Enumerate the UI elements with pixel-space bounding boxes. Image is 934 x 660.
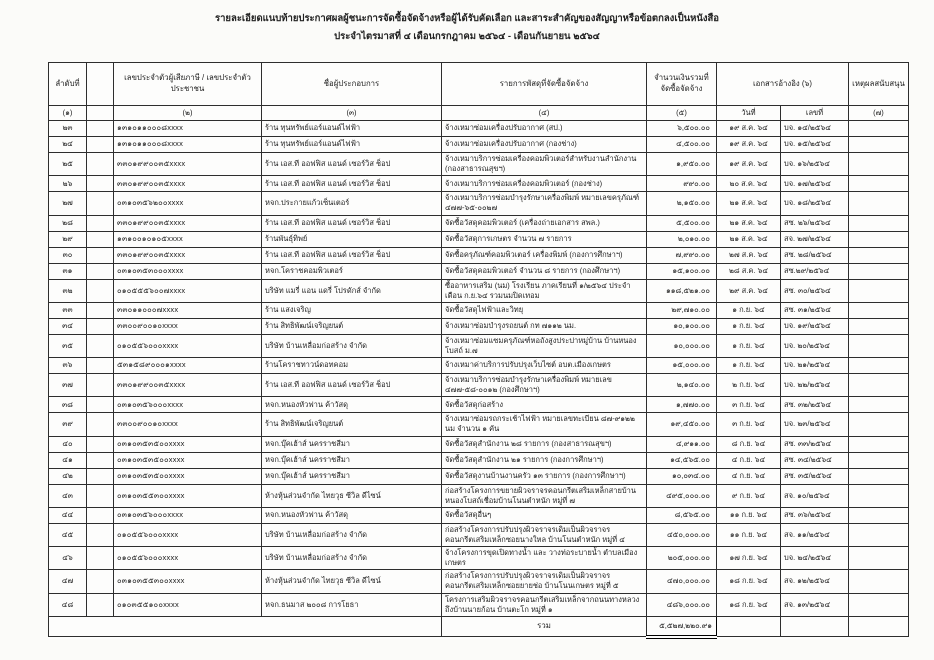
row-amount: ๒๙,๗๑๐.๐๐ xyxy=(647,302,717,318)
row-taxid: ๐๑๐๕๕๕๖๐๐๗xxxx xyxy=(114,279,262,302)
row-ref-date: ๑ ก.ย. ๖๔ xyxy=(717,318,781,334)
row-amount: ๑,๙๕๐.๐๐ xyxy=(647,153,717,176)
row-ref-date: ๑๙ ส.ค. ๖๔ xyxy=(717,137,781,153)
row-blank xyxy=(87,121,114,137)
row-ref-date: ๑๗ ก.ย. ๖๔ xyxy=(717,547,781,570)
row-ref-date: ๒๘ ส.ค. ๖๔ xyxy=(717,263,781,279)
row-taxid: ๐๑๐๓๕๕๑๐๐xxxx xyxy=(114,593,262,616)
row-item: ซื้ออาหารเสริม (นม) โรงเรียน ภาคเรียนที่ ๑/๒๕๖๔ ประจำเดือน ก.ย.๖๔ รวมนมปิดเทอม xyxy=(442,279,647,302)
row-ref-date: ๑๑ ก.ย. ๖๔ xyxy=(717,507,781,523)
row-reason xyxy=(849,334,909,357)
row-blank xyxy=(87,397,114,413)
row-amount: ๒,๐๑๐.๐๐ xyxy=(647,231,717,247)
header-reason: เหตุผลสนับสนุน xyxy=(849,63,909,106)
row-vendor: ร้าน ทุนทรัพย์แอร์แอนด์ไฟฟ้า xyxy=(262,121,442,137)
row-ref-no: บจ. ๒๒/๒๕๖๔ xyxy=(781,374,849,397)
row-no: ๔๗ xyxy=(49,570,87,593)
row-blank xyxy=(87,523,114,546)
row-reason xyxy=(849,121,909,137)
row-vendor: บริษัท บ้านเหลื่อมก่อสร้าง จำกัด xyxy=(262,523,442,546)
row-taxid: ๐๑๐๕๕๖๐๐๐xxxx xyxy=(114,523,262,546)
row-no: ๓๕ xyxy=(49,334,87,357)
header-amount-num: (๕) xyxy=(647,106,717,121)
row-item: จ้างเหมาซ่อมแซมครุภัณฑ์หอถังสูงประปาหมู่บ้าน บ้านหนองโบสถ์ ม.๗ xyxy=(442,334,647,357)
row-blank xyxy=(87,263,114,279)
row-reason xyxy=(849,318,909,334)
row-blank xyxy=(87,153,114,176)
table-row xyxy=(49,436,909,452)
header-item: รายการพัสดุที่จัดซื้อจัดจ้าง xyxy=(442,63,647,106)
row-amount: ๙๙๐.๐๐ xyxy=(647,176,717,192)
row-no: ๓๒ xyxy=(49,279,87,302)
row-no: ๒๙ xyxy=(49,231,87,247)
row-reason xyxy=(849,137,909,153)
header-taxid-num: (๒) xyxy=(114,106,262,121)
row-taxid: ๑๓๑๐๐๑๐๑๐๕xxxx xyxy=(114,231,262,247)
row-item: ก่อสร้างโครงการขยายผิวจราจรคอนกรีตเสริมเหล็กสายบ้านหนองโบสถ์เชื่อมบ้านโนนตำหนัก หมู่ที่ ๗ xyxy=(442,484,647,507)
row-ref-no: สจ. ๑๒/๒๕๖๔ xyxy=(781,570,849,593)
row-vendor: หจก.หนองหัวฟาน ค้าวัสดุ xyxy=(262,507,442,523)
row-vendor: หจก.ธนมาส ๒๐๐๘ การโยธา xyxy=(262,593,442,616)
row-vendor: ร้าน เอส.ที ออฟฟิส แอนด์ เซอร์วิส ช็อป xyxy=(262,374,442,397)
row-no: ๔๒ xyxy=(49,468,87,484)
row-blank xyxy=(87,192,114,215)
row-amount: ๔๗๐,๐๐๐.๐๐ xyxy=(647,570,717,593)
header-no-num: (๑) xyxy=(49,106,87,121)
row-no: ๒๖ xyxy=(49,176,87,192)
row-amount: ๖,๕๐๐.๐๐ xyxy=(647,121,717,137)
table-row xyxy=(49,593,909,616)
row-vendor: หจก.ประกายแก้วเซ็นเตอร์ xyxy=(262,192,442,215)
header-taxid: เลขประจำตัวผู้เสียภาษี / เลขประจำตัวประชาชน xyxy=(114,63,262,106)
row-ref-no: บจ. ๒๔/๒๕๖๔ xyxy=(781,547,849,570)
row-item: จัดซื้อวัสดุคอมพิวเตอร์ จำนวน ๘ รายการ (กองศึกษาฯ) xyxy=(442,263,647,279)
row-no: ๒๗ xyxy=(49,192,87,215)
row-reason xyxy=(849,247,909,263)
row-reason xyxy=(849,452,909,468)
row-item: จัดซื้อวัสดุไฟฟ้าและวิทยุ xyxy=(442,302,647,318)
row-reason xyxy=(849,507,909,523)
row-reason xyxy=(849,570,909,593)
row-amount: ๑,๗๗๐.๐๐ xyxy=(647,397,717,413)
row-ref-date: ๔ ก.ย. ๖๔ xyxy=(717,468,781,484)
table-row xyxy=(49,247,909,263)
row-blank xyxy=(87,593,114,616)
row-no: ๒๘ xyxy=(49,215,87,231)
table-row xyxy=(49,279,909,302)
row-amount: ๔๙๕,๐๐๐.๐๐ xyxy=(647,484,717,507)
row-taxid: ๐๑๐๕๕๖๐๐๐xxxx xyxy=(114,547,262,570)
row-ref-date: ๓ ก.ย. ๖๔ xyxy=(717,413,781,436)
table-body xyxy=(49,121,909,617)
row-item: ก่อสร้างโครงการปรับปรุงผิวจราจรเดิมเป็นผิวจราจรคอนกรีตเสริมเหล็กซอยยายช่อ บ้านโนนเกษตร หมู่ที่ ๕ xyxy=(442,570,647,593)
row-amount: ๘,๕๖๕.๐๐ xyxy=(647,507,717,523)
row-taxid: ๐๓๑๐๓๕๓๕๐๐xxxx xyxy=(114,468,262,484)
row-no: ๓๐ xyxy=(49,247,87,263)
row-no: ๓๗ xyxy=(49,374,87,397)
row-ref-no: สซ. ๓๒/๒๕๖๔ xyxy=(781,397,849,413)
row-ref-no: สจ. ๑๓/๒๕๖๔ xyxy=(781,593,849,616)
table-row xyxy=(49,334,909,357)
row-amount: ๑๔,๕๖๕.๐๐ xyxy=(647,452,717,468)
row-ref-no: บจ. ๑๗/๒๕๖๔ xyxy=(781,176,849,192)
row-ref-no: สจ. ๑๑/๒๕๖๔ xyxy=(781,523,849,546)
row-taxid: ๐๑๐๕๕๖๐๐๐xxxx xyxy=(114,334,262,357)
procurement-table xyxy=(48,62,909,639)
header-no: ลำดับที่ xyxy=(49,63,87,106)
row-item: จัดซื้อวัสดุคอมพิวเตอร์ (เครื่องถ่ายเอกสาร สพล.) xyxy=(442,215,647,231)
row-amount: ๑๕,๑๐๐.๐๐ xyxy=(647,263,717,279)
row-amount: ๔,๕๐๐.๐๐ xyxy=(647,137,717,153)
table-row xyxy=(49,484,909,507)
row-taxid: ๐๓๑๐๓๕๕๓๐๐xxxx xyxy=(114,570,262,593)
table-row xyxy=(49,176,909,192)
row-blank xyxy=(87,137,114,153)
row-taxid: ๐๓๑๐๓๕๓๕๐๐xxxx xyxy=(114,436,262,452)
row-ref-no: สซ. ๓๕/๒๕๖๔ xyxy=(781,468,849,484)
row-vendor: บริษัท แมรี่ แอน แดรี่ โปรดักส์ จำกัด xyxy=(262,279,442,302)
row-ref-date: ๑๙ ส.ค. ๖๔ xyxy=(717,153,781,176)
row-amount: ๒๐๕,๐๐๐.๐๐ xyxy=(647,547,717,570)
row-no: ๓๑ xyxy=(49,263,87,279)
row-blank xyxy=(87,484,114,507)
row-ref-no: บจ. ๑๔/๒๕๖๔ xyxy=(781,121,849,137)
row-taxid: ๕๓๑๕๘๙๐๐๐๑xxxx xyxy=(114,358,262,374)
row-item: ก่อสร้างโครงการปรับปรุงผิวจราจรเดิมเป็นผิวจราจรคอนกรีตเสริมเหล็กซอยนางใหล บ้านโนนตำหนัก หมู่ที่ ๔ xyxy=(442,523,647,546)
table-row xyxy=(49,153,909,176)
table-row xyxy=(49,397,909,413)
header-vendor: ชื่อผู้ประกอบการ xyxy=(262,63,442,106)
row-vendor: ร้าน สิทธิพัฒน์เจริญยนต์ xyxy=(262,413,442,436)
row-vendor: ร้าน แสงเจริญ xyxy=(262,302,442,318)
row-blank xyxy=(87,358,114,374)
row-vendor: ร้านพันธุ์ทิพย์ xyxy=(262,231,442,247)
row-vendor: หจก.บุ๊คเฮ้าส์ นครราชสีมา xyxy=(262,436,442,452)
document-title-line2: ประจำไตรมาสที่ ๔ เดือนกรกฎาคม ๒๕๖๔ - เดือนกันยายน ๒๕๖๔ xyxy=(334,31,600,43)
row-no: ๔๕ xyxy=(49,523,87,546)
row-taxid: ๓๓๐๑๙๙๐๐๓๕xxxx xyxy=(114,215,262,231)
table-row xyxy=(49,523,909,546)
row-taxid: ๐๓๑๐๓๕๕๓๐๐xxxx xyxy=(114,484,262,507)
row-amount: ๒,๑๔๐.๐๐ xyxy=(647,374,717,397)
row-ref-no: สซ. ๒๖/๒๕๖๔ xyxy=(781,215,849,231)
row-item: จ้างเหมาซ่อมรถกระเช้าไฟฟ้า หมายเลขทะเบียน ๘๗-๙๑๒๒ นม จำนวน ๑ คัน xyxy=(442,413,647,436)
row-item: โครงการเสริมผิวจราจรคอนกรีตเสริมเหล็กจากถนนทางหลวงถึงบ้านนายก้อน บ้านตะโก หมู่ที่ ๑ xyxy=(442,593,647,616)
row-reason xyxy=(849,176,909,192)
row-vendor: หจก.หนองหัวฟาน ค้าวัสดุ xyxy=(262,397,442,413)
header-ref-date: วันที่ xyxy=(717,106,781,121)
row-ref-no: บจ. ๑๙/๒๕๖๔ xyxy=(781,318,849,334)
row-blank xyxy=(87,318,114,334)
row-blank xyxy=(87,436,114,452)
row-item: จ้างโครงการขุดเปิดทางน้ำ และ วางท่อระบายน้ำ ตำบลเมืองเกษตร xyxy=(442,547,647,570)
row-ref-date: ๘ ก.ย. ๖๔ xyxy=(717,436,781,452)
row-blank xyxy=(87,507,114,523)
row-no: ๓๘ xyxy=(49,397,87,413)
row-no: ๒๕ xyxy=(49,153,87,176)
row-item: จัดซื้อครุภัณฑ์คอมพิวเตอร์ เครื่องพิมพ์ (กองการศึกษาฯ) xyxy=(442,247,647,263)
row-taxid: ๓๓๐๑๙๙๐๐๓๕xxxx xyxy=(114,153,262,176)
total-spacer-date xyxy=(717,616,781,637)
header-amount: จำนวนเงินรวมที่จัดซื้อจัดจ้าง xyxy=(647,63,717,106)
row-blank xyxy=(87,547,114,570)
table-footer xyxy=(49,616,909,637)
row-reason xyxy=(849,153,909,176)
row-item: จ้างเหมาบริการซ่อมเครื่องคอมพิวเตอร์สำหรับงานสำนักงาน (กองสาธารณสุขฯ) xyxy=(442,153,647,176)
row-vendor: ร้าน สิทธิพัฒน์เจริญยนต์ xyxy=(262,318,442,334)
row-ref-no: สซ.๒๙/๒๕๖๔ xyxy=(781,263,849,279)
table-row xyxy=(49,215,909,231)
row-ref-no: สจ. ๑๐/๒๕๖๔ xyxy=(781,484,849,507)
row-reason xyxy=(849,484,909,507)
row-taxid: ๑๓๑๐๑๑๐๐๐๘xxxx xyxy=(114,121,262,137)
row-no: ๓๙ xyxy=(49,413,87,436)
row-taxid: ๓๓๐๑๙๙๐๐๓๕xxxx xyxy=(114,176,262,192)
total-spacer-refno xyxy=(781,616,849,637)
row-item: จัดซื้อวัสดุอื่นๆ xyxy=(442,507,647,523)
row-ref-date: ๒๗ ส.ค. ๖๔ xyxy=(717,247,781,263)
row-vendor: ร้าน ทุนทรัพย์แอร์แอนด์ไฟฟ้า xyxy=(262,137,442,153)
row-taxid: ๑๓๑๐๑๑๐๐๐๘xxxx xyxy=(114,137,262,153)
row-ref-no: บจ. ๑๕/๒๕๖๔ xyxy=(781,137,849,153)
row-amount: ๒,๑๕๐.๐๐ xyxy=(647,192,717,215)
row-reason xyxy=(849,523,909,546)
row-no: ๔๖ xyxy=(49,547,87,570)
row-no: ๔๔ xyxy=(49,507,87,523)
row-ref-date: ๒๐ ส.ค. ๖๔ xyxy=(717,176,781,192)
table-row xyxy=(49,507,909,523)
row-reason xyxy=(849,231,909,247)
row-blank xyxy=(87,215,114,231)
row-taxid: ๓๓๐๐๙๐๐๑๐xxxx xyxy=(114,318,262,334)
header-blank-num xyxy=(87,106,114,121)
row-vendor: หจก.บุ๊คเฮ้าส์ นครราชสีมา xyxy=(262,452,442,468)
row-ref-no: สซ. ๓๔/๒๕๖๔ xyxy=(781,452,849,468)
row-no: ๓๔ xyxy=(49,318,87,334)
row-item: จ้างเหมาบริการซ่อมเครื่องคอมพิวเตอร์ (กองช่าง) xyxy=(442,176,647,192)
row-taxid: ๓๓๐๑๙๙๐๐๓๕xxxx xyxy=(114,374,262,397)
row-amount: ๑๐,๑๐๐.๐๐ xyxy=(647,318,717,334)
row-item: จ้างเหมาบริการซ่อมบำรุงรักษาเครื่องพิมพ์ หมายเลข ๔๗๗-๕๘-๐๐๑๒ (กองศึกษาฯ) xyxy=(442,374,647,397)
row-reason xyxy=(849,279,909,302)
row-vendor: ร้านโคราชทาวน์ดอทคอม xyxy=(262,358,442,374)
document-title-line1: รายละเอียดแนบท้ายประกาศผลผู้ชนะการจัดซื้อจัดจ้างหรือผู้ได้รับคัดเลือก และสาระสำคัญของสัญญาหรือข้อตกลงเป็นหนังสือ xyxy=(215,13,719,24)
row-item: จัดซื้อวัสดุสำนักงาน ๒๘ รายการ (กองสาธารณสุขฯ) xyxy=(442,436,647,452)
row-reason xyxy=(849,192,909,215)
row-amount: ๔,๙๑๑.๐๐ xyxy=(647,436,717,452)
header-reference: เอกสารอ้างอิง (๖) xyxy=(717,63,849,106)
row-item: จัดซื้อวัสดุก่อสร้าง xyxy=(442,397,647,413)
row-ref-date: ๓ ก.ย. ๖๔ xyxy=(717,397,781,413)
row-taxid: ๐๓๑๐๓๕๖๐๐๐xxxx xyxy=(114,397,262,413)
table-row xyxy=(49,192,909,215)
row-vendor: ร้าน เอส.ที ออฟฟิส แอนด์ เซอร์วิส ช็อป xyxy=(262,247,442,263)
row-ref-date: ๒๑ ส.ค. ๖๔ xyxy=(717,192,781,215)
row-ref-no: สซ. ๓๑/๒๕๖๔ xyxy=(781,302,849,318)
row-item: จ้างเหมาซ่อมเครื่องปรับอากาศ (กองช่าง) xyxy=(442,137,647,153)
row-vendor: ห้างหุ้นส่วนจำกัด ไทยวุธ ซีวิล ดีไซน์ xyxy=(262,570,442,593)
row-no: ๔๘ xyxy=(49,593,87,616)
total-amount: ๕,๕๒๗,๒๒๐.๙๑ xyxy=(647,616,717,637)
header-ref-no: เลขที่ xyxy=(781,106,849,121)
table-row xyxy=(49,318,909,334)
row-item: จัดซื้อวัสดุสำนักงาน ๒๑ รายการ (กองการศึกษาฯ) xyxy=(442,452,647,468)
table-row xyxy=(49,468,909,484)
row-no: ๓๓ xyxy=(49,302,87,318)
row-blank xyxy=(87,247,114,263)
row-vendor: ร้าน เอส.ที ออฟฟิส แอนด์ เซอร์วิส ช็อป xyxy=(262,176,442,192)
row-taxid: ๓๓๐๐๙๐๐๑๐xxxx xyxy=(114,413,262,436)
row-blank xyxy=(87,302,114,318)
row-taxid: ๐๓๑๐๓๕๖๐๐๐xxxx xyxy=(114,507,262,523)
table-row xyxy=(49,302,909,318)
row-amount: ๑๑๘,๕๒๑.๐๐ xyxy=(647,279,717,302)
row-ref-no: บจ. ๑๖/๒๕๖๔ xyxy=(781,153,849,176)
row-ref-no: สซ. ๓๐/๒๕๖๔ xyxy=(781,279,849,302)
row-ref-date: ๑ ก.ย. ๖๔ xyxy=(717,302,781,318)
row-ref-date: ๒๙ ส.ค. ๖๔ xyxy=(717,279,781,302)
header-item-num: (๔) xyxy=(442,106,647,121)
row-ref-date: ๔ ก.ย. ๖๔ xyxy=(717,452,781,468)
row-ref-date: ๒ ก.ย. ๖๔ xyxy=(717,374,781,397)
table-row xyxy=(49,263,909,279)
row-ref-date: ๙ ก.ย. ๖๔ xyxy=(717,484,781,507)
row-ref-date: ๑ ก.ย. ๖๔ xyxy=(717,334,781,357)
row-ref-no: บจ. ๑๘/๒๕๖๔ xyxy=(781,192,849,215)
row-ref-no: บจ. ๒๓/๒๕๖๔ xyxy=(781,413,849,436)
total-spacer-reason xyxy=(849,616,909,637)
row-blank xyxy=(87,334,114,357)
total-row xyxy=(49,616,909,637)
row-reason xyxy=(849,358,909,374)
row-blank xyxy=(87,279,114,302)
table-row xyxy=(49,358,909,374)
row-vendor: ร้าน เอส.ที ออฟฟิส แอนด์ เซอร์วิส ช็อป xyxy=(262,215,442,231)
row-ref-date: ๑๙ ส.ค. ๖๔ xyxy=(717,121,781,137)
row-vendor: หจก.บุ๊คเฮ้าส์ นครราชสีมา xyxy=(262,468,442,484)
table-row xyxy=(49,413,909,436)
row-ref-date: ๒๑ ส.ค. ๖๔ xyxy=(717,231,781,247)
row-reason xyxy=(849,593,909,616)
total-label: รวม xyxy=(442,616,647,637)
row-vendor: หจก.โคราชคอมพิวเตอร์ xyxy=(262,263,442,279)
row-ref-date: ๑๘ ก.ย. ๖๔ xyxy=(717,593,781,616)
table-row xyxy=(49,121,909,137)
row-item: จ้างเหมาซ่อมบำรุงรถยนต์ กท ๗๑๑๒ นม. xyxy=(442,318,647,334)
row-reason xyxy=(849,547,909,570)
row-amount: ๔๘๖,๐๐๐.๐๐ xyxy=(647,593,717,616)
row-blank xyxy=(87,468,114,484)
total-spacer-left xyxy=(49,616,442,637)
row-vendor: บริษัท บ้านเหลื่อมก่อสร้าง จำกัด xyxy=(262,547,442,570)
row-reason xyxy=(849,374,909,397)
row-vendor: บริษัท บ้านเหลื่อมก่อสร้าง จำกัด xyxy=(262,334,442,357)
row-item: จ้างเหมาซ่อมเครื่องปรับอากาศ (สป.) xyxy=(442,121,647,137)
document-header xyxy=(0,10,934,46)
row-no: ๔๐ xyxy=(49,436,87,452)
row-no: ๒๔ xyxy=(49,137,87,153)
row-reason xyxy=(849,436,909,452)
header-blank xyxy=(87,63,114,106)
row-item: จัดซื้อวัสดุการเกษตร จำนวน ๗ รายการ xyxy=(442,231,647,247)
row-blank xyxy=(87,452,114,468)
row-reason xyxy=(849,413,909,436)
table-row xyxy=(49,452,909,468)
row-reason xyxy=(849,397,909,413)
row-ref-no: บจ. ๒๑/๒๕๖๔ xyxy=(781,358,849,374)
row-taxid: ๓๓๐๑๙๙๐๐๓๕xxxx xyxy=(114,247,262,263)
row-ref-no: สซ. ๓๖/๒๕๖๔ xyxy=(781,507,849,523)
row-ref-date: ๑ ก.ย. ๖๔ xyxy=(717,358,781,374)
row-amount: ๑๕,๐๐๐.๐๐ xyxy=(647,358,717,374)
row-blank xyxy=(87,231,114,247)
row-ref-no: สจ. ๒๗/๒๕๖๔ xyxy=(781,231,849,247)
row-amount: ๔๕๐,๐๐๐.๐๐ xyxy=(647,523,717,546)
row-item: จัดซื้อวัสดุงานบ้านงานครัว ๑๓ รายการ (กองการศึกษาฯ) xyxy=(442,468,647,484)
row-vendor: ห้างหุ้นส่วนจำกัด ไทยวุธ ซีวิล ดีไซน์ xyxy=(262,484,442,507)
row-item: จ้างเหมาบริการซ่อมบำรุงรักษาเครื่องพิมพ์ หมายเลขครุภัณฑ์ ๔๗๗-๖๕-๐๐๒๗ xyxy=(442,192,647,215)
row-taxid: ๐๓๑๐๓๕๖๒๐๐xxxx xyxy=(114,192,262,215)
row-ref-no: สซ. ๒๘/๒๕๖๔ xyxy=(781,247,849,263)
row-blank xyxy=(87,570,114,593)
table-row xyxy=(49,547,909,570)
row-reason xyxy=(849,468,909,484)
row-amount: ๕,๕๐๐.๐๐ xyxy=(647,215,717,231)
row-blank xyxy=(87,176,114,192)
row-amount: ๗,๙๙๐.๐๐ xyxy=(647,247,717,263)
row-ref-no: บจ. ๒๐/๒๕๖๔ xyxy=(781,334,849,357)
table-header xyxy=(49,63,909,121)
row-taxid: ๓๓๐๑๑๐๐๐๗xxxx xyxy=(114,302,262,318)
table-row xyxy=(49,137,909,153)
row-reason xyxy=(849,302,909,318)
table-row xyxy=(49,374,909,397)
header-reason-num: (๗) xyxy=(849,106,909,121)
row-ref-no: สซ. ๓๓/๒๕๖๔ xyxy=(781,436,849,452)
row-amount: ๑๐,๐๐๐.๐๐ xyxy=(647,334,717,357)
table-row xyxy=(49,231,909,247)
row-vendor: ร้าน เอส.ที ออฟฟิส แอนด์ เซอร์วิส ช็อป xyxy=(262,153,442,176)
row-taxid: ๐๓๑๐๓๕๓๕๐๐xxxx xyxy=(114,452,262,468)
row-ref-date: ๑๘ ก.ย. ๖๔ xyxy=(717,570,781,593)
row-item: จ้างเหมาค่าบริการปรับปรุงเว็บไซต์ อบต.เมืองเกษตร xyxy=(442,358,647,374)
row-ref-date: ๒๑ ส.ค. ๖๔ xyxy=(717,215,781,231)
row-no: ๔๓ xyxy=(49,484,87,507)
row-blank xyxy=(87,413,114,436)
row-no: ๒๓ xyxy=(49,121,87,137)
row-reason xyxy=(849,215,909,231)
row-ref-date: ๑๑ ก.ย. ๖๔ xyxy=(717,523,781,546)
header-vendor-num: (๓) xyxy=(262,106,442,121)
row-reason xyxy=(849,263,909,279)
table-row xyxy=(49,570,909,593)
row-taxid: ๐๓๑๐๓๕๓๐๐๐xxxx xyxy=(114,263,262,279)
row-amount: ๑๐,๐๓๔.๐๐ xyxy=(647,468,717,484)
row-no: ๔๑ xyxy=(49,452,87,468)
row-blank xyxy=(87,374,114,397)
row-amount: ๑๙,๔๕๐.๐๐ xyxy=(647,413,717,436)
row-no: ๓๖ xyxy=(49,358,87,374)
